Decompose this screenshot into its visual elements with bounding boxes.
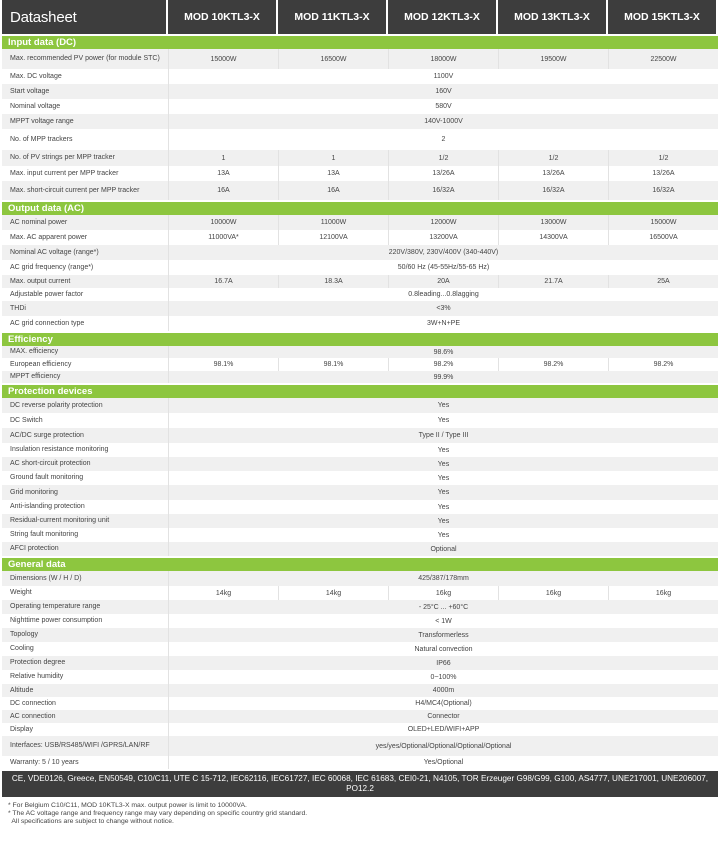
- table-row: [2, 288, 718, 301]
- row-label: Nominal AC voltage (range*): [2, 245, 168, 260]
- spec-table: [2, 0, 718, 769]
- table-row: [2, 114, 718, 129]
- model-header: MOD 13KTL3-X: [498, 0, 608, 34]
- row-label: Insulation resistance monitoring: [2, 443, 168, 457]
- table-row: [2, 166, 718, 181]
- value-cell: 15000W: [168, 49, 278, 69]
- row-label: AFCI protection: [2, 542, 168, 556]
- row-label: String fault monitoring: [2, 528, 168, 542]
- row-label: Relative humidity: [2, 670, 168, 684]
- value-cell: 13200VA: [388, 230, 498, 245]
- row-label: Topology: [2, 628, 168, 642]
- value-cell: 1/2: [608, 150, 718, 166]
- row-label: Max. short-circuit current per MPP tracker: [2, 181, 168, 200]
- value-cell-shared: Type II / Type III: [168, 428, 718, 443]
- value-cell-shared: - 25°C ... +60°C: [168, 600, 718, 614]
- value-cell: 16kg: [608, 586, 718, 600]
- value-cell: 98.2%: [498, 358, 608, 371]
- value-cell: 13/26A: [388, 166, 498, 181]
- value-cell-shared: Yes: [168, 514, 718, 528]
- value-cell: 15000W: [608, 215, 718, 230]
- value-cell: 13A: [168, 166, 278, 181]
- value-cell-shared: Yes: [168, 457, 718, 471]
- table-row: [2, 614, 718, 628]
- value-cell-shared: 580V: [168, 99, 718, 114]
- value-cell: 18000W: [388, 49, 498, 69]
- row-label: Adjustable power factor: [2, 288, 168, 301]
- table-row: [2, 628, 718, 642]
- value-cell-shared: 140V-1000V: [168, 114, 718, 129]
- table-row: [2, 301, 718, 316]
- value-cell-shared: 99.9%: [168, 371, 718, 383]
- value-cell-shared: Yes: [168, 398, 718, 413]
- value-cell: 13A: [278, 166, 388, 181]
- row-label: Start voltage: [2, 84, 168, 99]
- table-row: [2, 471, 718, 485]
- value-cell: 13/26A: [498, 166, 608, 181]
- value-cell-shared: Yes: [168, 443, 718, 457]
- value-cell: 98.2%: [608, 358, 718, 371]
- value-cell: 11000VA*: [168, 230, 278, 245]
- row-label: Dimensions (W / H / D): [2, 571, 168, 586]
- value-cell: 22500W: [608, 49, 718, 69]
- row-label: AC nominal power: [2, 215, 168, 230]
- row-label: Max. input current per MPP tracker: [2, 166, 168, 181]
- table-row: [2, 129, 718, 150]
- value-cell: 19500W: [498, 49, 608, 69]
- row-label: Cooling: [2, 642, 168, 656]
- footnote: * For Belgium C10/C11, MOD 10KTL3-X max. output power is limit to 10000VA.: [8, 802, 247, 809]
- value-cell-shared: Yes/Optional: [168, 756, 718, 769]
- value-cell-shared: Yes: [168, 485, 718, 500]
- value-cell: 20A: [388, 275, 498, 288]
- row-label: Interfaces: USB/RS485/WIFI /GPRS/LAN/RF: [2, 736, 168, 756]
- table-row: [2, 371, 718, 383]
- table-row: [2, 586, 718, 600]
- row-label: MPPT efficiency: [2, 371, 168, 383]
- row-label: Protection degree: [2, 656, 168, 670]
- value-cell-shared: 0.8leading...0.8lagging: [168, 288, 718, 301]
- table-row: [2, 69, 718, 84]
- table-row: [2, 571, 718, 586]
- value-cell: 13/26A: [608, 166, 718, 181]
- row-label: Display: [2, 723, 168, 736]
- value-cell-shared: 50/60 Hz (45-55Hz/55-65 Hz): [168, 260, 718, 275]
- section-header: [2, 34, 718, 49]
- datasheet-title: Datasheet: [2, 0, 168, 34]
- value-cell: 12100VA: [278, 230, 388, 245]
- value-cell: 11000W: [278, 215, 388, 230]
- value-cell-shared: 220V/380V, 230V/400V (340-440V): [168, 245, 718, 260]
- table-row: [2, 275, 718, 288]
- table-row: [2, 260, 718, 275]
- model-header: MOD 15KTL3-X: [608, 0, 718, 34]
- section-title: Input data (DC): [2, 34, 718, 49]
- value-cell-shared: Transformerless: [168, 628, 718, 642]
- model-header: MOD 12KTL3-X: [388, 0, 498, 34]
- value-cell: 14kg: [278, 586, 388, 600]
- table-row: [2, 428, 718, 443]
- value-cell: 1/2: [388, 150, 498, 166]
- table-row: [2, 723, 718, 736]
- table-row: [2, 697, 718, 710]
- section-header: [2, 331, 718, 346]
- row-label: AC connection: [2, 710, 168, 723]
- section-title: Output data (AC): [2, 200, 718, 215]
- footnote: All specifications are subject to change without notice.: [8, 818, 174, 825]
- table-row: [2, 150, 718, 166]
- row-label: Max. DC voltage: [2, 69, 168, 84]
- value-cell-shared: Optional: [168, 542, 718, 556]
- value-cell: 16kg: [388, 586, 498, 600]
- table-row: [2, 346, 718, 358]
- value-cell-shared: Connector: [168, 710, 718, 723]
- value-cell-shared: 98.6%: [168, 346, 718, 358]
- table-row: [2, 49, 718, 69]
- value-cell: 16A: [168, 181, 278, 200]
- table-row: [2, 710, 718, 723]
- value-cell: 16500W: [278, 49, 388, 69]
- section-title: General data: [2, 556, 718, 571]
- value-cell: 14300VA: [498, 230, 608, 245]
- table-row: [2, 642, 718, 656]
- value-cell: 98.1%: [278, 358, 388, 371]
- value-cell: 16A: [278, 181, 388, 200]
- footnotes: [8, 802, 720, 826]
- value-cell: 16500VA: [608, 230, 718, 245]
- value-cell-shared: 4000m: [168, 684, 718, 697]
- table-row: [2, 316, 718, 331]
- value-cell-shared: 2: [168, 129, 718, 150]
- row-label: MPPT voltage range: [2, 114, 168, 129]
- row-label: Warranty: 5 / 10 years: [2, 756, 168, 769]
- value-cell: 1: [278, 150, 388, 166]
- section-header: [2, 556, 718, 571]
- value-cell: 16/32A: [388, 181, 498, 200]
- row-label: No. of MPP trackers: [2, 129, 168, 150]
- spec-body: [2, 34, 718, 769]
- table-row: [2, 528, 718, 542]
- table-row: [2, 736, 718, 756]
- value-cell-shared: 0~100%: [168, 670, 718, 684]
- section-title: Protection devices: [2, 383, 718, 398]
- table-row: [2, 542, 718, 556]
- value-cell-shared: < 1W: [168, 614, 718, 628]
- row-label: Nighttime power consumption: [2, 614, 168, 628]
- row-label: AC grid frequency (range*): [2, 260, 168, 275]
- table-row: [2, 230, 718, 245]
- value-cell: 16/32A: [608, 181, 718, 200]
- footnote: * The AC voltage range and frequency range may vary depending on specific country grid standard.: [8, 810, 308, 817]
- row-label: DC Switch: [2, 413, 168, 428]
- value-cell: 16kg: [498, 586, 608, 600]
- row-label: THDi: [2, 301, 168, 316]
- table-row: [2, 656, 718, 670]
- table-row: [2, 457, 718, 471]
- row-label: Ground fault monitoring: [2, 471, 168, 485]
- section-title: Efficiency: [2, 331, 718, 346]
- value-cell: 13000W: [498, 215, 608, 230]
- value-cell: 18.3A: [278, 275, 388, 288]
- table-row: [2, 500, 718, 514]
- table-row: [2, 358, 718, 371]
- table-header: [2, 0, 718, 34]
- value-cell-shared: Yes: [168, 413, 718, 428]
- value-cell-shared: OLED+LED/WIFI+APP: [168, 723, 718, 736]
- row-label: DC connection: [2, 697, 168, 710]
- table-row: [2, 756, 718, 769]
- row-label: Max. output current: [2, 275, 168, 288]
- value-cell-shared: 160V: [168, 84, 718, 99]
- row-label: Weight: [2, 586, 168, 600]
- row-label: Altitude: [2, 684, 168, 697]
- value-cell-shared: 425/387/178mm: [168, 571, 718, 586]
- row-label: AC grid connection type: [2, 316, 168, 331]
- value-cell: 98.2%: [388, 358, 498, 371]
- row-label: Max. AC apparent power: [2, 230, 168, 245]
- value-cell-shared: 3W+N+PE: [168, 316, 718, 331]
- value-cell-shared: Yes: [168, 471, 718, 485]
- value-cell-shared: H4/MC4(Optional): [168, 697, 718, 710]
- row-label: Operating temperature range: [2, 600, 168, 614]
- value-cell-shared: yes/yes/Optional/Optional/Optional/Optional: [168, 736, 718, 756]
- value-cell: 1/2: [498, 150, 608, 166]
- table-row: [2, 99, 718, 114]
- model-header: MOD 11KTL3-X: [278, 0, 388, 34]
- row-label: Residual-current monitoring unit: [2, 514, 168, 528]
- certifications-bar: CE, VDE0126, Greece, EN50549, C10/C11, UTE C 15-712, IEC62116, IEC61727, IEC 60068, IEC 61683, CEI0-21, N4105, TOR Erzeuger G98/G99, G100, AS4777, UNE217001, UNE206007, PO12.2: [2, 771, 718, 797]
- row-label: MAX. efficiency: [2, 346, 168, 358]
- value-cell: 25A: [608, 275, 718, 288]
- value-cell-shared: 1100V: [168, 69, 718, 84]
- table-row: [2, 181, 718, 200]
- table-row: [2, 84, 718, 99]
- table-row: [2, 443, 718, 457]
- value-cell-shared: <3%: [168, 301, 718, 316]
- row-label: Max. recommended PV power (for module STC): [2, 49, 168, 69]
- value-cell: 14kg: [168, 586, 278, 600]
- value-cell-shared: Natural convection: [168, 642, 718, 656]
- row-label: Anti-islanding protection: [2, 500, 168, 514]
- row-label: Grid monitoring: [2, 485, 168, 500]
- table-row: [2, 684, 718, 697]
- row-label: European efficiency: [2, 358, 168, 371]
- row-label: Nominal voltage: [2, 99, 168, 114]
- value-cell: 16.7A: [168, 275, 278, 288]
- value-cell: 12000W: [388, 215, 498, 230]
- row-label: AC/DC surge protection: [2, 428, 168, 443]
- table-row: [2, 215, 718, 230]
- table-row: [2, 413, 718, 428]
- row-label: AC short-circuit protection: [2, 457, 168, 471]
- value-cell: 21.7A: [498, 275, 608, 288]
- table-row: [2, 398, 718, 413]
- value-cell: 98.1%: [168, 358, 278, 371]
- model-header: MOD 10KTL3-X: [168, 0, 278, 34]
- table-row: [2, 670, 718, 684]
- table-row: [2, 485, 718, 500]
- section-header: [2, 200, 718, 215]
- value-cell-shared: IP66: [168, 656, 718, 670]
- table-row: [2, 245, 718, 260]
- row-label: No. of PV strings per MPP tracker: [2, 150, 168, 166]
- row-label: DC reverse polarity protection: [2, 398, 168, 413]
- section-header: [2, 383, 718, 398]
- value-cell: 1: [168, 150, 278, 166]
- table-row: [2, 600, 718, 614]
- value-cell-shared: Yes: [168, 500, 718, 514]
- value-cell: 10000W: [168, 215, 278, 230]
- table-row: [2, 514, 718, 528]
- value-cell-shared: Yes: [168, 528, 718, 542]
- value-cell: 16/32A: [498, 181, 608, 200]
